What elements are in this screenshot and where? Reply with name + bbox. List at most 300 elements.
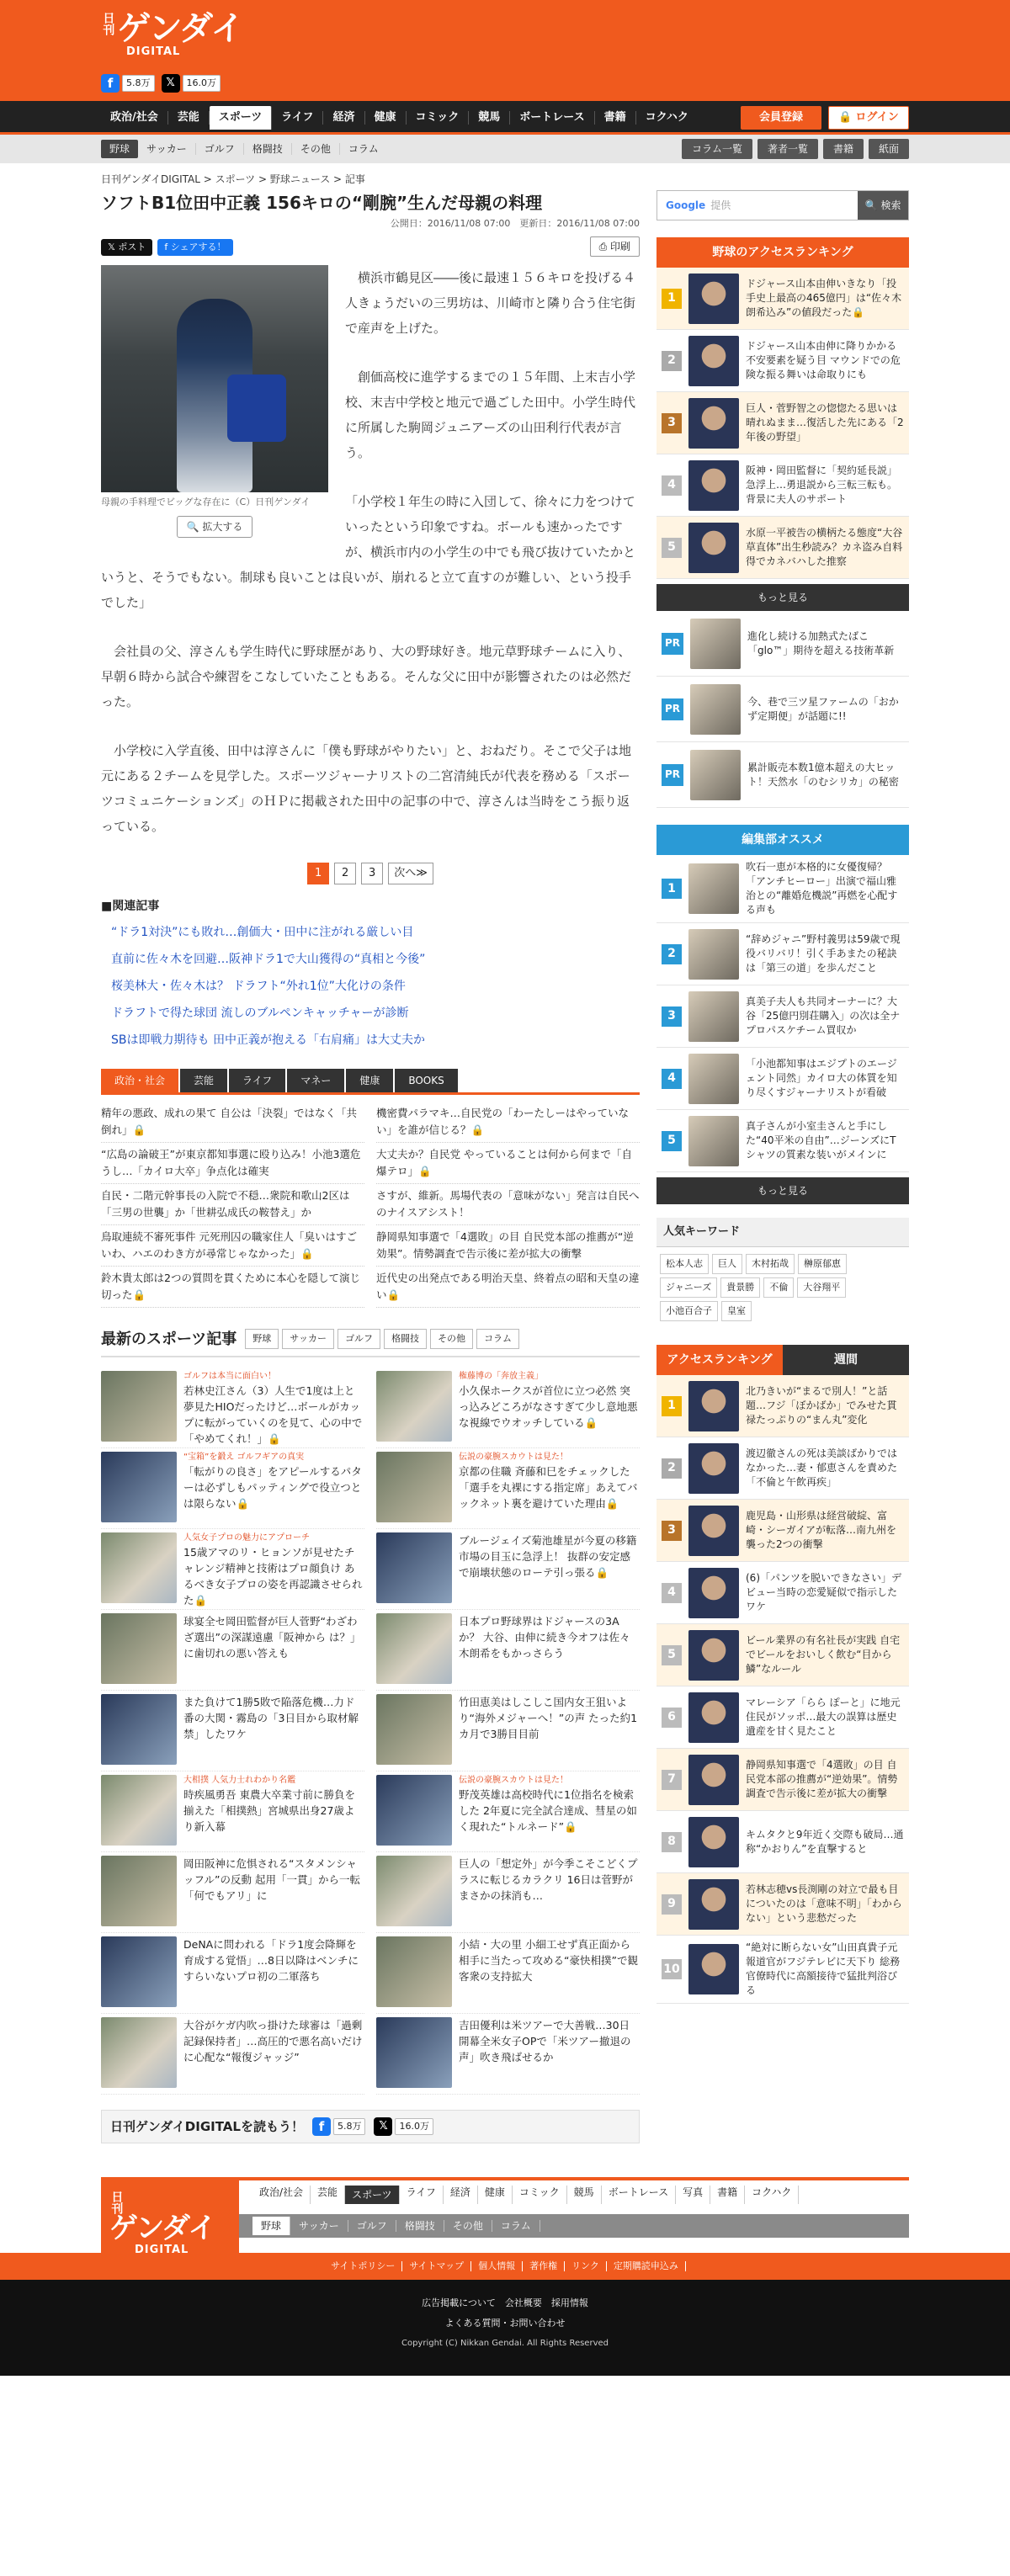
latest-card[interactable] <box>101 1691 364 1771</box>
footer-subnav-item[interactable]: その他 <box>444 2220 492 2232</box>
latest-card[interactable] <box>101 1529 364 1610</box>
main-nav <box>0 101 1010 135</box>
read-us-label: 日刊ゲンダイDIGITALを読もう！ <box>110 2118 304 2134</box>
register-button[interactable]: 会員登録 <box>741 106 821 130</box>
print-label: 印刷 <box>609 240 630 252</box>
footer-subnav-item[interactable]: サッカー <box>290 2220 348 2232</box>
article-thumbnail[interactable] <box>101 1856 177 1926</box>
latest-card-title[interactable]: 野茂英雄は高校時代に1位指名を検索した 2年夏に完全試合達成、彗星の如く現れた“トルネード”🔒 <box>459 1787 637 1833</box>
rank-number: 1 <box>662 1396 682 1416</box>
category-link[interactable]: 近代史の出発点である明治天皇、終着点の昭和天皇の違い🔒 <box>376 1267 640 1308</box>
related-list <box>101 919 640 1054</box>
subnav-item[interactable]: その他 <box>292 143 340 155</box>
access-ranking-item[interactable] <box>656 1375 909 1437</box>
pr-badge: PR <box>662 698 683 720</box>
copyright: Copyright (C) Nikkan Gendai. All Rights Reserved <box>401 2339 609 2348</box>
sidebar <box>656 190 909 2143</box>
article-thumbnail[interactable] <box>101 1371 177 1442</box>
ranking-title[interactable]: “絶対に断らない女”山田真貴子元報道官がフジテレビに天下り 総務官僚時代に高額接待で猛批判浴びる <box>746 1941 901 1996</box>
subnav-item-active[interactable]: 野球 <box>101 140 138 158</box>
ranking-thumbnail[interactable] <box>688 1381 739 1431</box>
site-header <box>0 0 1010 101</box>
latest-card-title[interactable]: ブルージェイズ菊池雄星が今夏の移籍市場の目玉に急浮上！ 抜群の安定感で崩壊状態のローテ引っ張る🔒 <box>459 1533 637 1579</box>
page-2[interactable]: 2 <box>334 863 356 884</box>
x-count: 16.0万 <box>395 2118 433 2135</box>
ranking-title[interactable]: キムタクと9年近く交際も破局…通称“かおりん”を直撃すると <box>746 1828 904 1855</box>
latest-card-text <box>183 1856 364 1929</box>
latest-card[interactable] <box>101 2014 364 2095</box>
logo-sub: DIGITAL <box>126 45 181 58</box>
editor-title[interactable]: 真子さんが小室圭さんと手にした“40平米の自由”…ジーンズにTシャツの質素な装いがメインに <box>746 1120 896 1161</box>
latest-card-title[interactable]: 球宴全セ岡田監督が巨人菅野“わざわざ選出”の深謀遠慮「阪神から は？」に歯切れの悪い答えも <box>183 1614 361 1660</box>
latest-card[interactable] <box>101 1771 364 1852</box>
more-button[interactable]: もっと見る <box>656 1177 909 1204</box>
ranking-title[interactable]: 巨人・菅野智之の惚惚たる思いは晴れぬまま…復活した先にある「2年後の野望」 <box>746 402 904 443</box>
editor-thumbnail[interactable] <box>688 929 739 980</box>
editor-title[interactable]: 真美子夫人も共同オーナーに？大谷「25億円別荘購入」の次は全ナプロパスケチーム買収か <box>746 996 901 1036</box>
latest-card-title[interactable]: 日本プロ野球界はドジャースの3Aか？ 大谷、由伸に続き今オフは佐々木朗希をもかっさらう <box>459 1614 630 1660</box>
site-footer <box>0 2177 1010 2376</box>
footer-link[interactable]: 著作権 <box>523 2261 565 2271</box>
pr-thumbnail[interactable] <box>690 619 741 669</box>
latest-articles <box>101 1368 640 2095</box>
access-ranking-item[interactable] <box>656 1562 909 1624</box>
latest-card-tag: 権藤博の「奔放主義」 <box>459 1371 543 1381</box>
ranking-thumbnail[interactable] <box>688 1630 739 1681</box>
footer-nav-item[interactable]: コミック <box>513 2186 567 2204</box>
baseball-ranking-list <box>656 268 909 579</box>
article-photo <box>101 265 328 538</box>
subnav-item[interactable]: 格闘技 <box>244 143 292 155</box>
share-bar <box>101 236 640 258</box>
ranking-title[interactable]: ビール業界の有名社長が実践 自宅でビールをおいしく飲む“目から鱗”なルール <box>746 1634 901 1675</box>
ranking-thumbnail[interactable] <box>688 1568 739 1618</box>
pagination <box>101 863 640 884</box>
article-thumbnail[interactable] <box>101 2017 177 2088</box>
facebook-icon: f <box>101 74 120 93</box>
category-link[interactable]: 鳥取連続不審死事件 元死刑囚の職家住人「臭いはすごいわ、ハエのわき方が尋常じゃなかった」🔒 <box>101 1225 364 1267</box>
filter-column[interactable]: コラム <box>476 1329 519 1349</box>
latest-card-title[interactable]: 15歳アマのリ・ヒョンソが見せたチャレンジ精神と技術はプロ顔負け あるべき女子プロの姿を再認識させられた🔒 <box>183 1545 363 1607</box>
latest-sports-header <box>101 1328 640 1357</box>
filter-fighting[interactable]: 格闘技 <box>384 1329 427 1349</box>
latest-card[interactable] <box>101 1610 364 1691</box>
page-3[interactable]: 3 <box>361 863 383 884</box>
latest-card-text <box>183 1936 364 2010</box>
latest-card[interactable] <box>376 1448 640 1529</box>
breadcrumb[interactable]: 日刊ゲンダイDIGITAL > スポーツ > 野球ニュース > 記事 <box>101 173 365 185</box>
editor-item[interactable] <box>656 1048 909 1110</box>
editor-thumbnail[interactable] <box>688 1054 739 1104</box>
keyword-tag[interactable]: 木村拓哉 <box>746 1254 795 1274</box>
keyword-list <box>656 1247 909 1328</box>
related-heading: ■関連記事 <box>101 899 160 913</box>
editor-item[interactable] <box>656 1110 909 1172</box>
ranking-thumbnail[interactable] <box>688 523 739 573</box>
print-button[interactable] <box>590 236 640 257</box>
article-dates: 公開日：2016/11/08 07:00 更新日：2016/11/08 07:00 <box>390 218 640 229</box>
article-paragraph: 横浜市鶴見区――後に最速１５６キロを投げる４人きょうだいの三男坊は、川崎市と隣り合う住宅街で産声を上げた。 <box>345 269 636 336</box>
books-button[interactable]: 書籍 <box>823 139 864 159</box>
access-ranking-item[interactable] <box>656 1936 909 2004</box>
category-link[interactable]: さすが、維新。馬場代表の「意味がない」発言は自民へのナイスアシスト！ <box>376 1184 640 1225</box>
latest-card-text <box>459 1452 640 1525</box>
paper-button[interactable]: 紙面 <box>869 139 909 159</box>
rank-number: 5 <box>662 1645 682 1665</box>
latest-card-title[interactable]: 竹田恵美はしこしこ国内女王狙いより“海外メジャーへ！”の声 たった約1カ月で3勝目目前 <box>459 1695 638 1740</box>
ranking-title[interactable]: 渡辺徹さんの死は美談ばかりではなかった…妻・郁恵さんを責めた「不倫と午飲再疾」 <box>746 1447 898 1488</box>
article-thumbnail[interactable] <box>101 1613 177 1684</box>
pr-title[interactable]: 累計販売本数1億本超えの大ヒット！天然水「のむシリカ」の秘密 <box>747 761 899 788</box>
subnav-item[interactable]: サッカー <box>138 143 196 155</box>
nav-item[interactable]: 経済 <box>323 111 364 125</box>
latest-card-title[interactable]: 吉田優利は米ツアーで大善戦…30日開幕全米女子OPで「米ツアー撤退の声」吹き飛ばせるか <box>459 2018 631 2063</box>
ranking-title[interactable]: 若林志穂vs長渕剛の対立で最も目についたのは「意味不明」「わからない」という悲愁だった <box>746 1883 902 1924</box>
tab-life[interactable]: ライフ <box>229 1069 285 1092</box>
editor-number: 4 <box>662 1069 682 1089</box>
editor-thumbnail[interactable] <box>688 1116 739 1166</box>
subnav-item[interactable]: ゴルフ <box>196 143 244 155</box>
ranking-title[interactable]: 阪神・岡田監督に「契約延長説」急浮上…勇退説から三転三転も。背景に夫人のサポート <box>746 465 898 505</box>
keywords-heading: 人気キーワード <box>656 1218 909 1247</box>
rank-number: 8 <box>662 1832 682 1852</box>
keyword-tag[interactable]: 大谷翔平 <box>797 1277 846 1298</box>
article-thumbnail[interactable] <box>376 1371 452 1442</box>
related-link[interactable]: SBは即戦力期待も 田中正義が抱える「右肩痛」は大丈夫か <box>111 1033 425 1047</box>
author-list-button[interactable]: 著者一覧 <box>758 139 818 159</box>
access-ranking-item[interactable] <box>656 1873 909 1936</box>
article-thumbnail[interactable] <box>376 1856 452 1926</box>
rank-number: 2 <box>662 1458 682 1479</box>
filter-golf[interactable]: ゴルフ <box>338 1329 380 1349</box>
related-link[interactable]: 桜美林大・佐々木は？ ドラフト“外れ1位”大化けの条件 <box>111 979 406 993</box>
footer-subnav-item[interactable]: コラム <box>492 2220 540 2232</box>
search-button[interactable] <box>858 191 908 220</box>
ranking-title[interactable]: 静岡県知事選で「4選敗」の目 自民党本部の推薦が“逆効果”。情勢調査で告示後に差が拡大の衝撃 <box>746 1759 898 1799</box>
latest-card-tag: 伝説の豪腕スカウトは見た！ <box>459 1775 568 1785</box>
editor-picks-heading: 編集部オススメ <box>656 825 909 855</box>
footer-link[interactable]: 個人情報 <box>471 2261 523 2271</box>
site-logo[interactable] <box>101 8 243 61</box>
ranking-thumbnail[interactable] <box>688 398 739 449</box>
latest-card-title[interactable]: 岡田阪神に危惧される“スタメンシャッフル”の反動 起用「一貫」から一転「何でもアリ」に <box>183 1856 360 1902</box>
latest-card-tag: 大相撲 人気力士れわかり名鑑 <box>183 1775 296 1785</box>
ranking-title[interactable]: 北乃きいが“まるで別人！”と話題…フジ「ぼかばか」でみせた貫禄たっぷりの“まん丸”変化 <box>746 1385 897 1426</box>
pr-title[interactable]: 進化し続ける加熱式たばこ「glo™」期待を超える技術革新 <box>747 629 895 656</box>
rank-number: 5 <box>662 538 682 558</box>
latest-card[interactable] <box>376 1529 640 1610</box>
editor-picks-list <box>656 855 909 1172</box>
latest-card[interactable] <box>101 1933 364 2014</box>
nav-item[interactable]: ライフ <box>272 111 323 125</box>
pr-badge: PR <box>662 633 683 655</box>
related-link[interactable]: “ドラ1対決”にも敗れ…創価大・田中に注がれる厳しい目 <box>111 925 414 939</box>
nav-item[interactable]: 政治/社会 <box>101 111 168 125</box>
magnifier-icon: 🔍 <box>186 520 203 533</box>
category-link[interactable]: 静岡県知事選で「4選敗」の目 自民党本部の推薦が“逆効果”。情勢調査で告示後に差が拡大の衝撃 <box>376 1225 640 1267</box>
latest-card[interactable] <box>376 1691 640 1771</box>
ranking-item[interactable] <box>656 268 909 330</box>
latest-card-title[interactable]: 「転がりの良さ」をアピールするパターは必ずしもパッティングで役立つとは限らない🔒 <box>183 1464 362 1510</box>
footer-help-link[interactable]: よくある質問・お問い合わせ <box>444 2318 566 2329</box>
article-thumbnail[interactable] <box>376 1532 452 1603</box>
latest-card[interactable] <box>376 1610 640 1691</box>
ranking-thumbnail[interactable] <box>688 336 739 386</box>
x-icon: 𝕏 <box>374 2117 392 2136</box>
keyword-tag[interactable]: 貴景勝 <box>720 1277 760 1298</box>
ranking-title[interactable]: ドジャース山本由伸に降りかかる不安要素を疑う目 マウンドでの危険な振る舞いは命取りにも <box>746 340 901 380</box>
latest-card[interactable] <box>376 1933 640 2014</box>
more-button[interactable]: もっと見る <box>656 584 909 611</box>
pr-thumbnail[interactable] <box>690 684 741 735</box>
ranking-thumbnail[interactable] <box>688 1506 739 1556</box>
footer-nav-item[interactable]: 経済 <box>444 2186 478 2204</box>
latest-card-title[interactable]: 小結・大の里 小細工せず真正面から相手に当たって攻める“豪快相撲”で観客衆の支持拡大 <box>459 1937 638 1983</box>
keyword-tag[interactable]: ジャニーズ <box>660 1277 717 1298</box>
x-icon: 𝕏 <box>162 74 180 93</box>
article-thumbnail[interactable] <box>101 1775 177 1846</box>
keyword-tag[interactable]: 榊原郁恵 <box>798 1254 847 1274</box>
category-link[interactable]: 鈴木貴太郎は2つの質問を貫くために本心を隠して演じ切った🔒 <box>101 1267 364 1308</box>
editor-number: 1 <box>662 879 682 899</box>
search-icon: 🔍 <box>864 199 878 211</box>
category-link[interactable]: 大丈夫か？自民党 やっていることは何から何まで「自爆テロ」🔒 <box>376 1143 640 1184</box>
rank-number: 3 <box>662 1521 682 1541</box>
ranking-item[interactable] <box>656 330 909 392</box>
article-thumbnail[interactable] <box>376 1452 452 1522</box>
ranking-thumbnail[interactable] <box>688 1944 739 1994</box>
pr-item[interactable] <box>656 742 909 808</box>
footer-subnav <box>239 2214 909 2238</box>
latest-card-text <box>183 1775 364 1848</box>
article-paragraph: 会社員の父、淳さんも学生時代に野球歴があり、大の野球好き。地元草野球チームに入り、早朝６時から試合や練習をこなしていたこともある。そんな父に田中が影響されたのは必然だった。 <box>101 643 632 709</box>
latest-card-title[interactable]: 巨人の「想定外」が今季こそこどくプラスに転じるカラクリ 16日は菅野がまさかの抹消も… <box>459 1856 638 1902</box>
search-button-label: 検索 <box>880 199 901 211</box>
nav-item[interactable]: コクハク <box>645 111 688 124</box>
article-thumbnail[interactable] <box>376 1613 452 1684</box>
latest-card-title[interactable]: 京都の住職 斉藤和巳をチェックした「選手を丸裸にする指定席」あえてバックネット裏を避けていた理由🔒 <box>459 1464 638 1510</box>
latest-card-text <box>459 1371 640 1444</box>
article-thumbnail[interactable] <box>376 1694 452 1765</box>
article-thumbnail[interactable] <box>101 1532 177 1603</box>
category-link[interactable]: 機密費パラマキ…自民党の「わーたしーはやっていない」を誰が信じる？🔒 <box>376 1102 640 1143</box>
article-thumbnail[interactable] <box>101 1694 177 1765</box>
ranking-title[interactable]: 鹿児島・山形県は経営破綻、富崎・シーガイアが転落…南九州を襲った2つの衝撃 <box>746 1510 897 1550</box>
nav-item[interactable]: コミック <box>407 111 470 125</box>
tab-access-ranking[interactable]: アクセスランキング <box>656 1345 783 1375</box>
footer-nav-item[interactable]: コクハク <box>745 2186 799 2204</box>
ranking-thumbnail[interactable] <box>688 1443 739 1494</box>
category-link[interactable]: 精年の悪政、成れの果て 自公は「決裂」ではなく「共倒れ」🔒 <box>101 1102 364 1143</box>
page-1[interactable]: 1 <box>307 863 329 884</box>
search-placeholder: 提供 <box>710 199 731 211</box>
ranking-thumbnail[interactable] <box>688 1692 739 1743</box>
keyword-tag[interactable]: 松本人志 <box>660 1254 709 1274</box>
footer-nav-item[interactable]: 写真 <box>676 2186 710 2204</box>
rank-number: 10 <box>662 1959 682 1979</box>
related-link[interactable]: ドラフトで得た球団 流しのブルペンキャッチャーが診断 <box>111 1006 409 1020</box>
footer-nav-item[interactable]: スポーツ <box>345 2186 400 2204</box>
editor-title[interactable]: “辞めジャニ”野村義男は59歳で現役バリバリ！引く手あまたの秘訣は「第三の道」を歩んだこと <box>746 933 901 974</box>
keyword-tag[interactable]: 小池百合子 <box>660 1301 718 1321</box>
tab-entertainment[interactable]: 芸能 <box>180 1069 227 1092</box>
access-ranking-item[interactable] <box>656 1686 909 1749</box>
article-thumbnail[interactable] <box>101 1452 177 1522</box>
editor-item[interactable] <box>656 855 909 923</box>
ranking-item[interactable] <box>656 454 909 517</box>
pr-title[interactable]: 今、巷で三ツ星ファームの「おかず定期便」が話題に!! <box>747 695 899 722</box>
latest-card-title[interactable]: 小久保ホークスが首位に立つ必然 突っ込みどころがなさすぎて少し意地悪な視線でウオッチしている🔒 <box>459 1384 638 1429</box>
x-share-button[interactable]: 𝕏 ポスト <box>101 239 152 256</box>
category-link[interactable]: 自民・二階元幹事長の入院で不穏…衆院和歌山2区は「三男の世襲」か「世耕弘成氏の鞍替え」か <box>101 1184 364 1225</box>
nav-item-active[interactable]: スポーツ <box>210 106 272 130</box>
tab-health[interactable]: 健康 <box>346 1069 393 1092</box>
access-ranking-list <box>656 1375 909 2004</box>
access-ranking-item[interactable] <box>656 1749 909 1811</box>
latest-card-text <box>459 1936 640 2010</box>
footer-nav-item[interactable]: 競馬 <box>567 2186 602 2204</box>
ranking-thumbnail[interactable] <box>688 1755 739 1805</box>
footer-link[interactable]: サイトポリシー <box>324 2261 402 2271</box>
facebook-count: 5.8万 <box>333 2118 366 2135</box>
main-column <box>101 190 640 2143</box>
login-button[interactable] <box>828 106 909 130</box>
latest-card[interactable] <box>101 1852 364 1933</box>
latest-card-title[interactable]: DeNAに問われる「ドラ1度会降輝を育成する覚悟」…8日以降はベンチにすらいないプロ初の二軍落ち <box>183 1937 359 1983</box>
facebook-share-button[interactable]: f シェアする！ <box>157 239 232 256</box>
latest-card-text <box>183 1694 364 1767</box>
latest-card-title[interactable]: 若林史江さん（3）人生で1度は上と夢見たHIOだったけど…ボールがカップに転がっていくのを見て、心の中で「やめてくれ！」🔒 <box>183 1384 363 1445</box>
search-input[interactable] <box>657 191 858 220</box>
ranking-thumbnail[interactable] <box>688 274 739 324</box>
ranking-thumbnail[interactable] <box>688 460 739 511</box>
nav-item[interactable]: 健康 <box>365 111 407 125</box>
keyword-tag[interactable]: 不倫 <box>763 1277 794 1298</box>
pr-item[interactable] <box>656 677 909 742</box>
filter-other[interactable]: その他 <box>430 1329 473 1349</box>
article-thumbnail[interactable] <box>376 1775 452 1846</box>
tab-weekly[interactable]: 週間 <box>783 1345 909 1375</box>
latest-card[interactable] <box>101 1448 364 1529</box>
footer-link[interactable]: サイトマップ <box>402 2261 471 2271</box>
editor-item[interactable] <box>656 985 909 1048</box>
access-ranking-item[interactable] <box>656 1811 909 1873</box>
category-link[interactable]: “広島の論破王”が東京都知事選に殴り込み！小池3選危うし…「カイロ大卒」争点化は確実 <box>101 1143 364 1184</box>
editor-item[interactable] <box>656 923 909 985</box>
ranking-thumbnail[interactable] <box>688 1879 739 1930</box>
article-thumbnail[interactable] <box>376 2017 452 2088</box>
read-us-bar <box>101 2110 640 2144</box>
readus-facebook[interactable] <box>312 2117 366 2136</box>
latest-card[interactable] <box>101 1368 364 1448</box>
footer-subnav-item[interactable]: 格闘技 <box>396 2220 444 2232</box>
printer-icon: ⎙ <box>598 240 610 252</box>
access-ranking-item[interactable] <box>656 1500 909 1562</box>
logo-main: ゲンダイ <box>109 2212 215 2245</box>
filter-baseball[interactable]: 野球 <box>245 1329 279 1349</box>
editor-title[interactable]: 「小池都知事はエジプトのエージェント同然」カイロ大の体質を知り尽くすジャーナリストが看破 <box>746 1058 897 1098</box>
readus-x[interactable] <box>374 2117 433 2136</box>
latest-heading: 最新のスポーツ記事 <box>101 1330 237 1348</box>
latest-card-text <box>183 2017 364 2090</box>
next-page[interactable]: 次へ≫ <box>388 863 433 884</box>
ranking-title[interactable]: 水原一平被告の横柄たる態度“大谷草直体”出生秒読み？カネ盗み自料得でカネバハした推察 <box>746 527 903 567</box>
footer-logo[interactable] <box>101 2180 239 2256</box>
latest-card-title[interactable]: 時疾風勇吾 東農大卒業寸前に勝負を揃えた「相撲熱」宮城県出身27歳より新入幕 <box>183 1787 355 1833</box>
footer-subnav-item[interactable]: ゴルフ <box>348 2220 396 2232</box>
footer-nav-item[interactable]: 健康 <box>478 2186 513 2204</box>
ranking-title[interactable]: マレーシア「らら ぽーと」に地元住民がソッポ…最大の誤算は歴史遺産を甘く見たこと <box>746 1697 901 1737</box>
ranking-item[interactable] <box>656 392 909 454</box>
zoom-button[interactable] <box>177 516 252 538</box>
tab-politics[interactable]: 政治・社会 <box>101 1069 178 1092</box>
photo-image[interactable] <box>101 265 328 492</box>
latest-card-text <box>459 1775 640 1848</box>
footer-nav-item[interactable]: 政治/社会 <box>252 2186 311 2204</box>
latest-card[interactable] <box>376 2014 640 2095</box>
logo-small: 日刊 <box>109 2191 124 2214</box>
x-follow[interactable] <box>162 74 221 93</box>
pr-thumbnail[interactable] <box>690 750 741 800</box>
footer-link[interactable]: リンク <box>565 2261 607 2271</box>
rank-number: 4 <box>662 1583 682 1603</box>
facebook-follow[interactable] <box>101 74 155 93</box>
latest-card[interactable] <box>376 1771 640 1852</box>
footer-nav-item[interactable]: ボートレース <box>602 2186 676 2204</box>
nav-item[interactable]: 書籍 <box>595 111 636 125</box>
related-link[interactable]: 直前に佐々木を回避…阪神ドラ1で大山獲得の“真相と今後” <box>111 952 426 966</box>
latest-card-tag: ゴルフは本当に面白い！ <box>183 1371 276 1381</box>
keyword-tag[interactable]: 巨人 <box>712 1254 742 1274</box>
latest-card-title[interactable]: また負けて1勝5敗で陥落危機…力ド番の大関・霧島の「3日目から取材解禁」したワケ <box>183 1695 359 1740</box>
article-thumbnail[interactable] <box>101 1936 177 2007</box>
latest-card[interactable] <box>376 1852 640 1933</box>
nav-item[interactable]: 芸能 <box>168 111 210 125</box>
tab-money[interactable]: マネー <box>287 1069 344 1092</box>
nav-item[interactable]: 競馬 <box>469 111 510 125</box>
footer-link[interactable]: 定期購読申込み <box>607 2261 686 2271</box>
article-paragraph: 創価高校に進学するまでの１５年間、上末吉小学校、末吉中学校と地元で過ごした田中。小学生時代に所属した駒岡ジュニアーズの山田利行代表が言う。 <box>345 369 636 460</box>
filter-soccer[interactable]: サッカー <box>282 1329 334 1349</box>
footer-subnav-item[interactable]: 野球 <box>252 2217 290 2235</box>
logo-small: 日刊 <box>101 12 115 35</box>
ranking-item[interactable] <box>656 517 909 579</box>
keyword-tag[interactable]: 皇室 <box>721 1301 752 1321</box>
column-list-button[interactable]: コラム一覧 <box>682 139 752 159</box>
editor-title[interactable]: 吹石一恵が本格的に女優復帰？「アンチヒーロー」出演で福山雅治との“離婚危機説”再燃を心配する声も <box>746 861 898 916</box>
latest-card-title[interactable]: 大谷がケガ内吹っ掛けた球審は「過剰記録保持者」…高圧的で悪名高いだけに心配な“報復ジャッジ” <box>183 2018 363 2063</box>
ranking-thumbnail[interactable] <box>688 1817 739 1867</box>
tab-books[interactable]: BOOKS <box>395 1069 457 1092</box>
pr-badge: PR <box>662 764 683 786</box>
footer-nav-item[interactable]: ライフ <box>400 2186 444 2204</box>
subnav-item[interactable]: コラム <box>348 143 379 155</box>
pr-item[interactable] <box>656 611 909 677</box>
ranking-title[interactable]: ドジャース山本由伸いきなり「投手史上最高の465億円」は“佐々木朗希込み”の値段だった🔒 <box>746 278 902 318</box>
access-ranking-item[interactable] <box>656 1437 909 1500</box>
footer-nav-item[interactable]: 芸能 <box>311 2186 345 2204</box>
latest-card[interactable] <box>376 1368 640 1448</box>
nav-item[interactable]: ボートレース <box>510 111 594 125</box>
facebook-count: 5.8万 <box>122 75 155 92</box>
access-ranking-item[interactable] <box>656 1624 909 1686</box>
footer-nav-item[interactable]: 書籍 <box>710 2186 745 2204</box>
footer-company-links[interactable]: 広告掲載について 会社概要 採用情報 <box>422 2297 588 2308</box>
ranking-title[interactable]: (6)「パンツを脱いできなさい」デビュー当時の恋愛疑似で指示したワケ <box>746 1572 901 1612</box>
editor-thumbnail[interactable] <box>688 991 739 1042</box>
editor-thumbnail[interactable] <box>688 863 739 914</box>
article-thumbnail[interactable] <box>376 1936 452 2007</box>
